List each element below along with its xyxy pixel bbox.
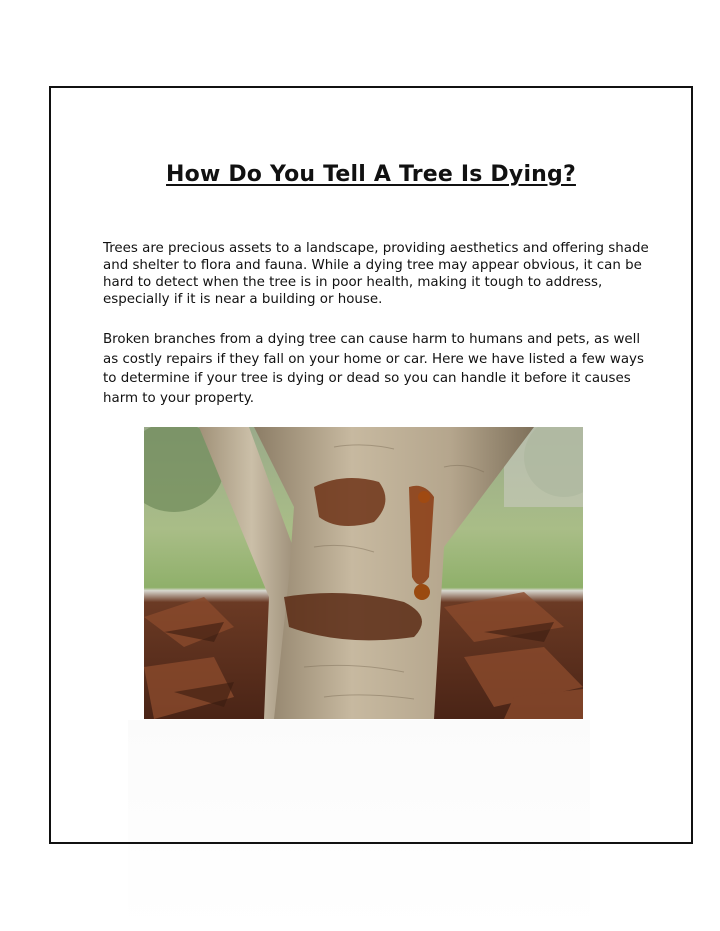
second-paragraph: Broken branches from a dying tree can cause harm to humans and pets, as well as costly repairs if they fall on your home or car. Here we have listed a few ways to determine if your tree is dying or dead so you can handle it before it causes harm to your property. [103, 332, 644, 406]
tree-trunk-photo-icon [144, 427, 583, 719]
tree-trunk-photo [144, 427, 583, 719]
document-frame [49, 86, 693, 844]
page-title: How Do You Tell A Tree Is Dying? [166, 162, 576, 187]
intro-paragraph: Trees are precious assets to a landscape, providing aesthetics and offering shade and shelter to flora and fauna. While a dying tree may appear obvious, it can be hard to detect when the tree is in poor health, making it tough to address, especially if it is near a building or house. [103, 241, 649, 307]
